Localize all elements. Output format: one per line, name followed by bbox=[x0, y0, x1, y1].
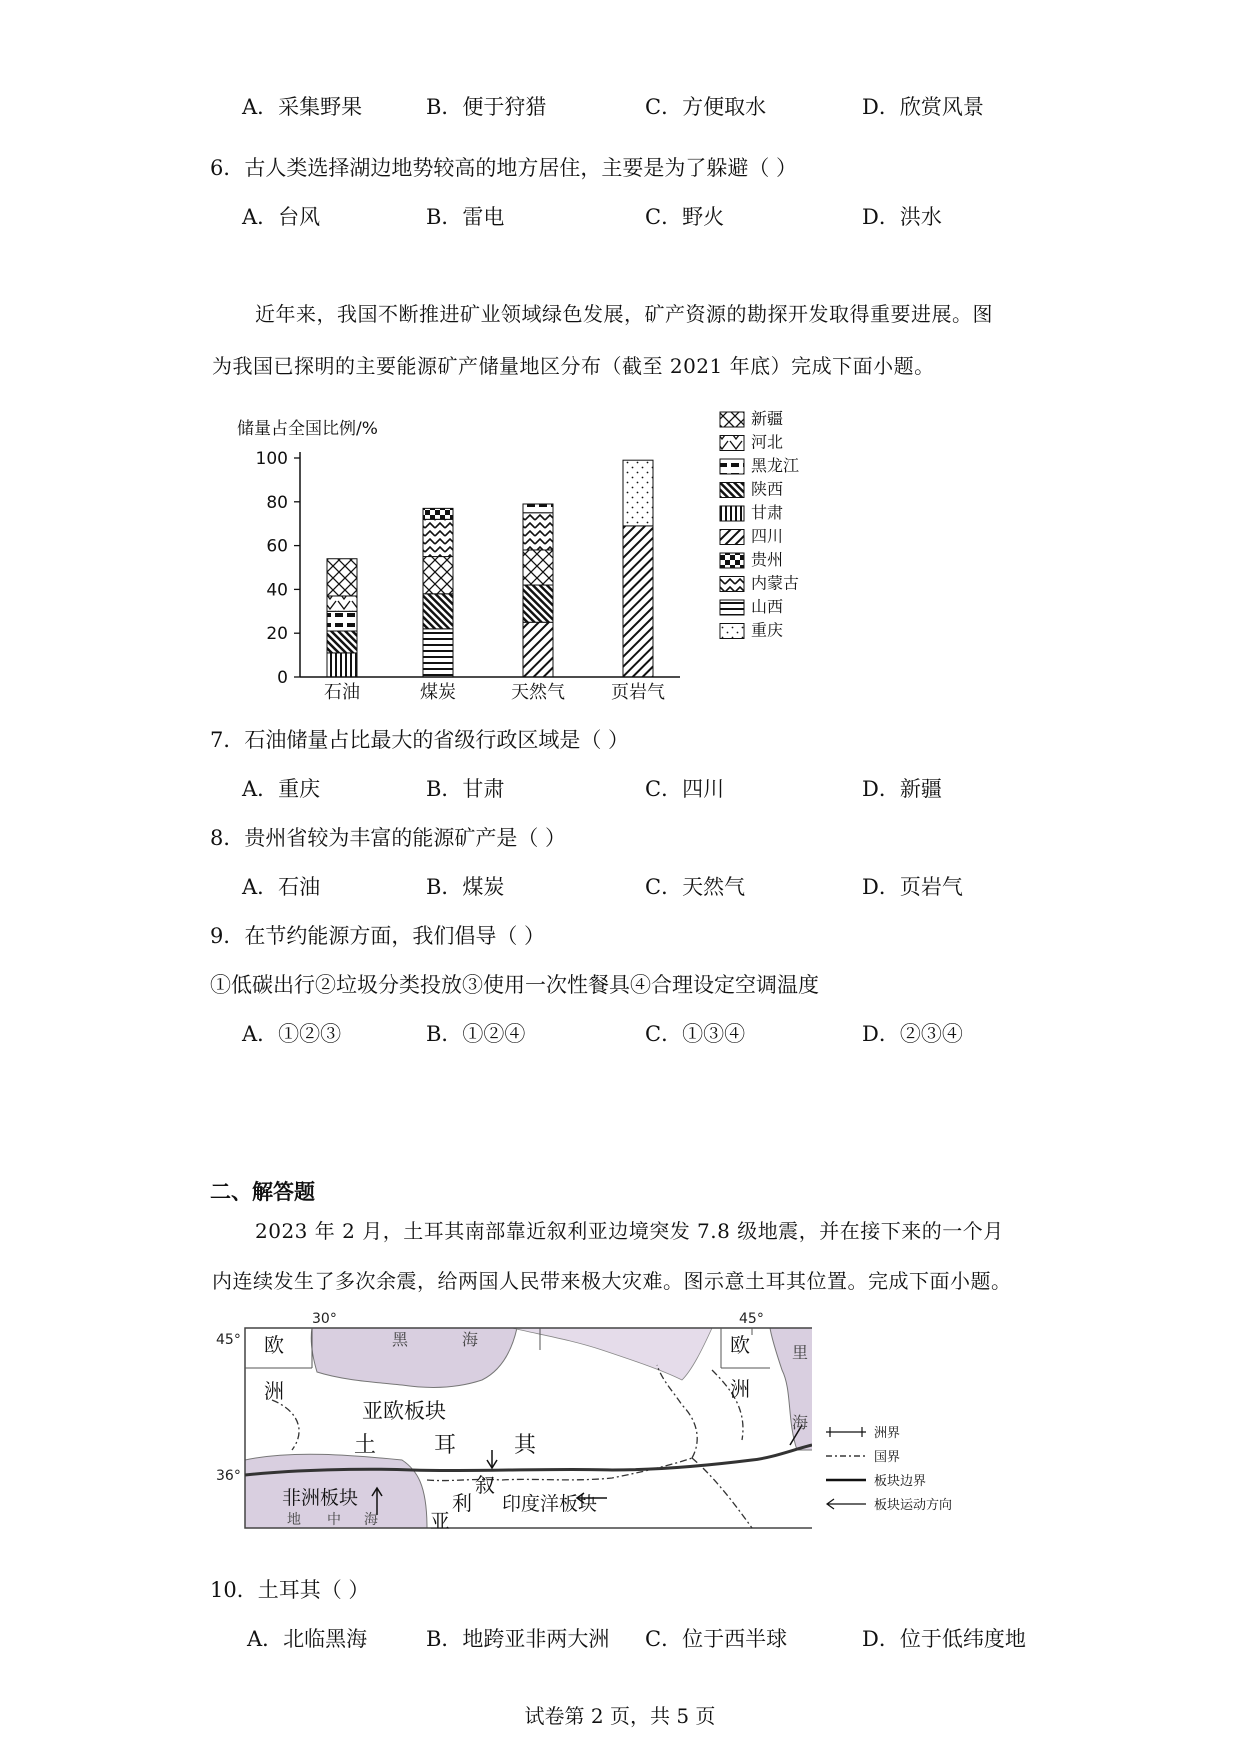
q8-option-a: A．石油 bbox=[242, 875, 321, 899]
label-turkey3: 其 bbox=[514, 1433, 537, 1458]
label-med2: 中 bbox=[327, 1512, 341, 1528]
q5-option-c: C．方便取水 bbox=[645, 95, 767, 119]
map-legend bbox=[822, 1422, 1002, 1532]
legend-swatch bbox=[720, 624, 744, 639]
label-turkey2: 耳 bbox=[434, 1433, 457, 1458]
bar-segment bbox=[523, 585, 553, 622]
q6-option-d: D．洪水 bbox=[862, 205, 942, 229]
label-indian-plate: 印度洋板块 bbox=[502, 1493, 598, 1515]
q7-option-b: B．甘肃 bbox=[426, 777, 505, 801]
lon-30-label: 30° bbox=[312, 1311, 337, 1327]
q10-option-c: C．位于西半球 bbox=[645, 1627, 788, 1651]
legend-plate-boundary bbox=[826, 1473, 926, 1489]
legend-continent-boundary bbox=[826, 1426, 900, 1441]
legend-label: 河北 bbox=[751, 432, 784, 452]
label-europe-e1: 欧 bbox=[730, 1333, 750, 1357]
x-tick-label: 煤炭 bbox=[420, 682, 456, 703]
x-tick-label: 天然气 bbox=[511, 682, 565, 703]
q5-option-d: D．欣赏风景 bbox=[862, 95, 984, 119]
label-med1: 地 bbox=[287, 1512, 301, 1528]
q6-option-b: B．雷电 bbox=[426, 205, 505, 229]
y-tick-label: 0 bbox=[277, 668, 288, 688]
label-caspian2: 海 bbox=[792, 1413, 809, 1432]
y-tick-label: 100 bbox=[255, 449, 288, 469]
x-tick-label: 页岩气 bbox=[611, 682, 665, 703]
bar-segment bbox=[423, 594, 453, 629]
y-tick-label: 60 bbox=[266, 536, 288, 557]
legend-label: 陕西 bbox=[751, 479, 784, 499]
q9-stem: 9．在节约能源方面，我们倡导（ ） bbox=[210, 924, 546, 948]
legend-swatch bbox=[720, 530, 744, 545]
bar-segment bbox=[523, 550, 553, 585]
bar-segment bbox=[423, 629, 453, 677]
intro2-line1: 2023 年 2 月，土耳其南部靠近叙利亚边境突发 7.8 级地震，并在接下来的一个月 bbox=[255, 1219, 1004, 1243]
q9-statements: ①低碳出行②垃圾分类投放③使用一次性餐具④合理设定空调温度 bbox=[210, 973, 819, 997]
q6-stem: 6．古人类选择湖边地势较高的地方居住，主要是为了躲避（ ） bbox=[210, 156, 798, 180]
q6-option-c: C．野火 bbox=[645, 205, 725, 229]
q7-option-a: A．重庆 bbox=[242, 777, 321, 801]
legend-label: 重庆 bbox=[751, 620, 784, 640]
q8-option-c: C．天然气 bbox=[645, 875, 746, 899]
q5-option-a: A．采集野果 bbox=[242, 95, 363, 119]
svg-text:国界: 国界 bbox=[874, 1450, 901, 1465]
y-tick-label: 80 bbox=[266, 492, 288, 513]
lat-45-label: 45° bbox=[216, 1332, 241, 1348]
y-tick-label: 20 bbox=[266, 624, 288, 645]
label-europe-e2: 洲 bbox=[730, 1377, 750, 1401]
label-black-sea1: 黑 bbox=[392, 1330, 409, 1349]
label-eurasian-plate: 亚欧板块 bbox=[362, 1399, 446, 1423]
bar-segment bbox=[327, 611, 357, 631]
q9-option-a: A．①②③ bbox=[242, 1022, 342, 1046]
bar-segment bbox=[423, 508, 453, 519]
bar-segment bbox=[523, 622, 553, 677]
q10-option-a: A．北临黑海 bbox=[247, 1627, 368, 1651]
label-turkey1: 土 bbox=[354, 1433, 377, 1458]
label-europe-w1: 欧 bbox=[264, 1333, 284, 1357]
q8-option-d: D．页岩气 bbox=[862, 875, 963, 899]
section-title: 二、解答题 bbox=[210, 1180, 315, 1204]
bar-segment bbox=[623, 460, 653, 526]
bar-segment bbox=[523, 513, 553, 550]
legend-label: 四川 bbox=[751, 526, 784, 546]
q6-option-a: A．台风 bbox=[242, 205, 321, 229]
bar-segment bbox=[327, 596, 357, 611]
legend-label: 新疆 bbox=[751, 410, 784, 428]
label-syria3: 亚 bbox=[430, 1509, 450, 1533]
q9-option-c: C．①③④ bbox=[645, 1022, 746, 1046]
label-syria2: 利 bbox=[452, 1491, 472, 1515]
bar-segment bbox=[327, 559, 357, 596]
bar-segment bbox=[423, 557, 453, 594]
lon-45-label: 45° bbox=[739, 1311, 764, 1327]
q7-stem: 7．石油储量占比最大的省级行政区域是（ ） bbox=[210, 728, 630, 752]
label-african-plate: 非洲板块 bbox=[282, 1487, 359, 1509]
bar-segment bbox=[327, 653, 357, 677]
legend-swatch bbox=[720, 459, 744, 474]
legend-swatch bbox=[720, 506, 744, 521]
page-footer: 试卷第 2 页，共 5 页 bbox=[524, 1704, 716, 1728]
legend-label: 贵州 bbox=[751, 550, 784, 569]
q8-option-b: B．煤炭 bbox=[426, 875, 505, 899]
label-syria1: 叙 bbox=[475, 1473, 495, 1497]
legend-swatch bbox=[720, 600, 744, 615]
q7-option-c: C．四川 bbox=[645, 777, 725, 801]
intro1-line2: 为我国已探明的主要能源矿产储量地区分布（截至 2021 年底）完成下面小题。 bbox=[212, 354, 935, 378]
energy-reserves-chart bbox=[225, 410, 845, 710]
q10-option-b: B．地跨亚非两大洲 bbox=[426, 1627, 610, 1651]
svg-text:洲界: 洲界 bbox=[874, 1426, 901, 1441]
bar-segment bbox=[423, 519, 453, 556]
turkey-location-map bbox=[212, 1310, 812, 1550]
lat-36-label: 36° bbox=[216, 1468, 241, 1484]
q5-option-b: B．便于狩猎 bbox=[426, 95, 547, 119]
legend-label: 甘肃 bbox=[751, 503, 784, 522]
caucasus-area bbox=[512, 1328, 712, 1380]
bar-segment bbox=[327, 631, 357, 653]
legend-swatch bbox=[720, 483, 744, 498]
legend-swatch bbox=[720, 412, 744, 427]
chart-ylabel: 储量占全国比例/% bbox=[237, 419, 378, 439]
legend-plate-motion bbox=[827, 1497, 952, 1513]
x-tick-label: 石油 bbox=[324, 682, 360, 703]
label-black-sea2: 海 bbox=[462, 1330, 479, 1349]
svg-text:板块运动方向: 板块运动方向 bbox=[874, 1498, 953, 1513]
q9-option-b: B．①②④ bbox=[426, 1022, 526, 1046]
q9-option-d: D．②③④ bbox=[862, 1022, 963, 1046]
svg-text:板块边界: 板块边界 bbox=[874, 1474, 927, 1489]
label-europe-w2: 洲 bbox=[264, 1379, 284, 1403]
legend-national-border bbox=[826, 1450, 900, 1465]
legend-label: 内蒙古 bbox=[751, 573, 800, 593]
bar-segment bbox=[523, 504, 553, 513]
legend-label: 山西 bbox=[751, 597, 784, 616]
bar-segment bbox=[623, 526, 653, 677]
q7-option-d: D．新疆 bbox=[862, 777, 942, 801]
intro1-line1: 近年来，我国不断推进矿业领域绿色发展，矿产资源的勘探开发取得重要进展。图 bbox=[255, 302, 993, 326]
legend-swatch bbox=[720, 577, 744, 592]
legend-swatch bbox=[720, 436, 744, 451]
y-tick-label: 40 bbox=[266, 580, 288, 601]
legend-swatch bbox=[720, 553, 744, 568]
q10-stem: 10．土耳其（ ） bbox=[210, 1578, 370, 1602]
q10-option-d: D．位于低纬度地 bbox=[862, 1627, 1026, 1651]
label-med3: 海 bbox=[364, 1512, 378, 1528]
q8-stem: 8．贵州省较为丰富的能源矿产是（ ） bbox=[210, 826, 567, 850]
legend-label: 黑龙江 bbox=[751, 456, 800, 475]
label-caspian1: 里 bbox=[792, 1343, 809, 1362]
black-sea-area bbox=[311, 1328, 517, 1387]
intro2-line2: 内连续发生了多次余震，给两国人民带来极大灾难。图示意土耳其位置。完成下面小题。 bbox=[212, 1269, 1012, 1293]
